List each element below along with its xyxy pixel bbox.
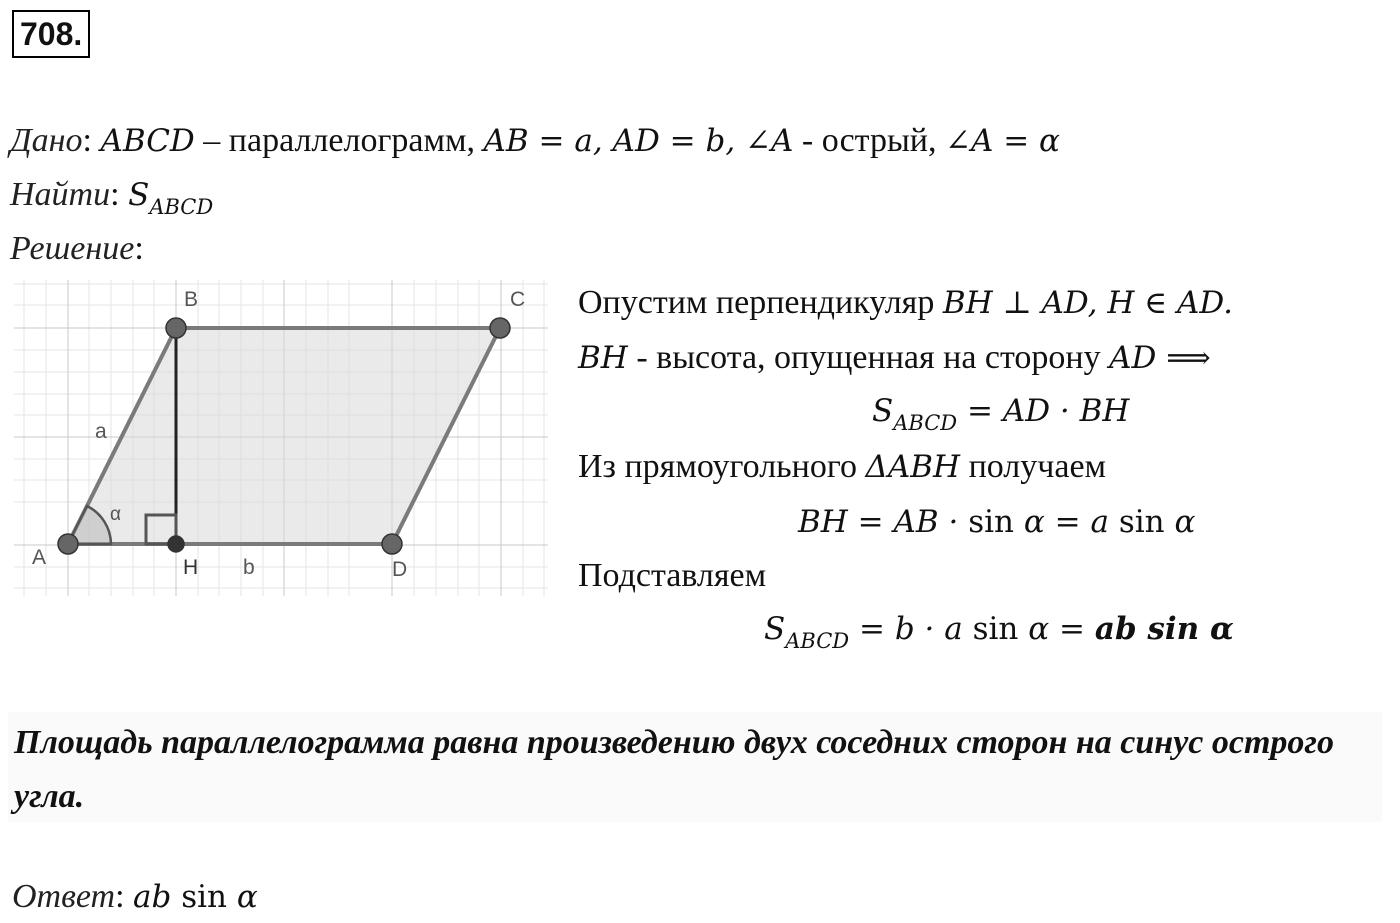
answer-b: α — [227, 879, 258, 915]
step-5-b: α = a — [1014, 504, 1119, 540]
step-7-b: α = — [1018, 611, 1095, 647]
answer-line: Ответ: ab sin α — [12, 878, 258, 915]
answer-label: Ответ — [12, 878, 116, 915]
step-7-s: S — [764, 611, 786, 647]
step-5-a: BH = AB · — [798, 504, 969, 540]
problem-number: 708. — [12, 10, 90, 58]
step-5-c: α — [1164, 504, 1196, 540]
given-label: Дано — [10, 122, 83, 159]
step-7-result: ab sin α — [1094, 611, 1234, 647]
step-3-formula — [872, 392, 1129, 435]
step-5-formula — [798, 503, 1195, 541]
label-c: C — [510, 288, 526, 311]
step-2 — [578, 339, 1211, 377]
label-a: A — [32, 546, 47, 569]
step-4-math: ΔABH — [865, 449, 961, 485]
step-7-formula — [764, 610, 1234, 653]
step-1-text: Опустим перпендикуляр — [578, 284, 943, 321]
given-sides: AB = a, AD = b, ∠A — [483, 123, 794, 159]
step-3-sub: ABCD — [893, 411, 958, 435]
theorem-text: Площадь параллелограмма равна произведению двух соседних сторон на синус острого угла. — [14, 724, 1334, 815]
step-2-math-2: AD ⟹ — [1109, 340, 1211, 376]
step-5-sin-1: sin — [968, 504, 1015, 540]
step-6 — [578, 557, 766, 595]
label-d: D — [392, 558, 408, 581]
label-b: B — [184, 288, 199, 311]
step-4-text-1: Из прямоугольного — [578, 448, 866, 485]
step-7-sin: sin — [972, 611, 1019, 647]
given-angle: ∠A = α — [944, 123, 1060, 159]
answer-sin: sin — [181, 879, 227, 915]
find-line: Найти: $S_{ABCD}$ — [10, 176, 214, 219]
point-h — [168, 536, 184, 552]
point-b — [166, 318, 186, 338]
answer-a: ab — [133, 879, 182, 915]
given-figure: ABCD — [100, 123, 195, 159]
label-h: H — [183, 556, 199, 579]
step-2-math-1: BH — [578, 340, 628, 376]
label-side-b: b — [243, 556, 255, 579]
given-line: Дано: ABCD – параллелограмм, AB = a, AD = b, ∠A - острый, ∠A = α — [10, 122, 1060, 159]
solution-label: Решение — [10, 230, 135, 267]
point-c — [490, 318, 510, 338]
step-5-sin-2: sin — [1118, 504, 1165, 540]
label-side-a: a — [95, 420, 107, 443]
step-1 — [578, 284, 1233, 322]
step-4 — [578, 448, 1106, 486]
point-a — [58, 534, 78, 554]
point-d — [382, 534, 402, 554]
solution-line: Решение: — [10, 230, 144, 267]
step-1-math: BH ⊥ AD, H ∈ AD. — [942, 285, 1234, 321]
step-3-s: S — [872, 393, 894, 429]
given-text-2: - острый, — [793, 122, 945, 159]
find-sub: ABCD — [149, 195, 214, 219]
step-4-text-2: получаем — [960, 448, 1107, 485]
parallelogram-figure — [14, 280, 548, 596]
step-7-sub: ABCD — [785, 629, 850, 653]
given-text-1: – параллелограмм, — [194, 122, 484, 159]
theorem-box — [8, 712, 1382, 822]
step-2-text: - высота, опущенная на сторону — [627, 339, 1110, 376]
step-3-rest: = AD · BH — [957, 393, 1130, 429]
step-6-text: Подставляем — [578, 557, 767, 594]
label-angle-alpha: α — [110, 504, 121, 525]
step-7-a: = b · a — [849, 611, 973, 647]
find-label: Найти — [10, 176, 111, 213]
find-s: S — [128, 177, 150, 213]
